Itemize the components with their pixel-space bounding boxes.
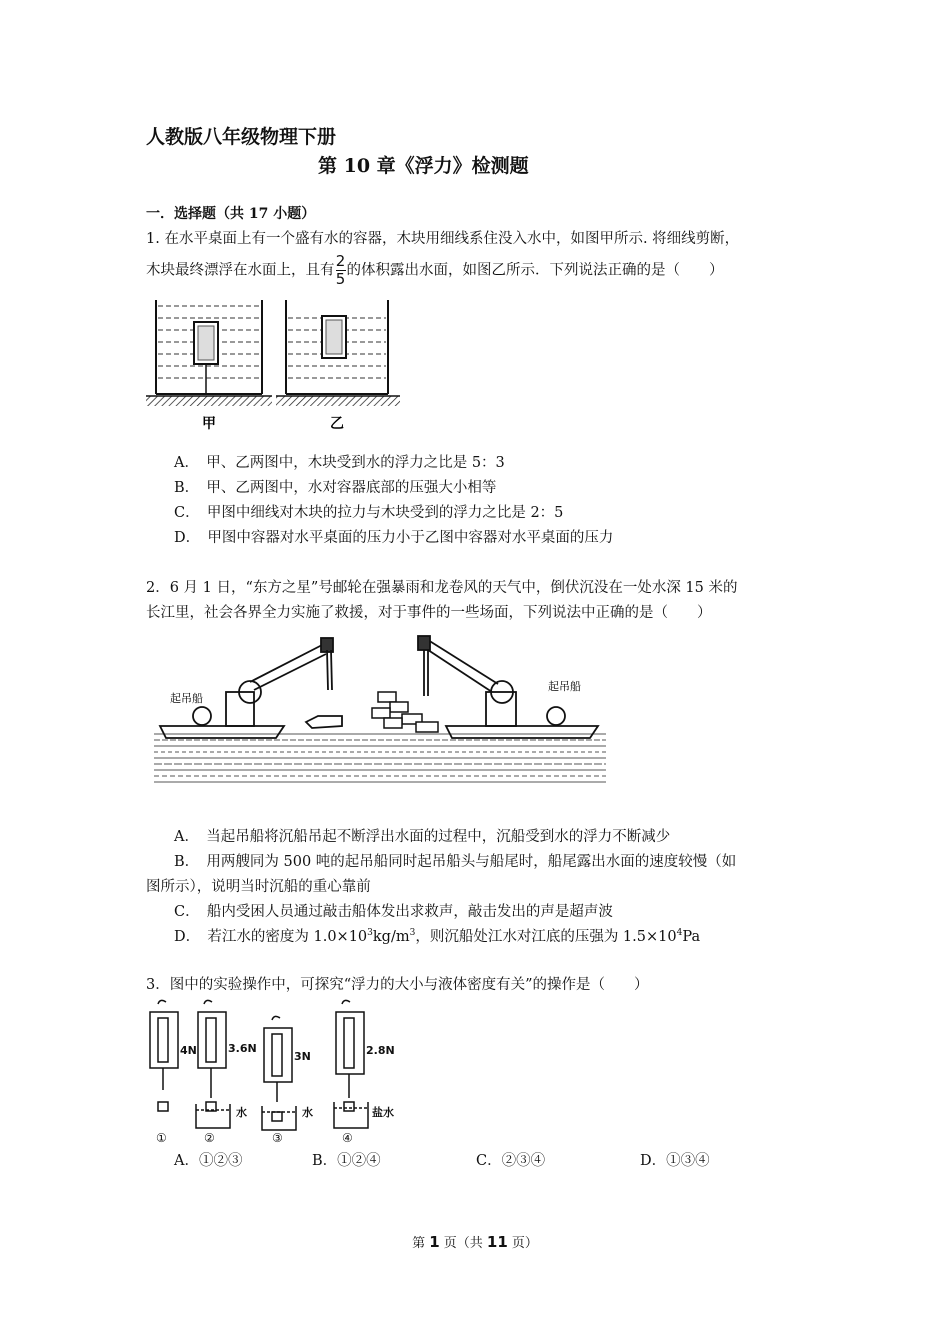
footer-mid: 页（共 [439, 1236, 487, 1251]
q3-option-b: B．①②④ [312, 1153, 381, 1169]
liquid-2: 水 [236, 1106, 247, 1119]
reading-2: 3.6N [228, 1042, 257, 1055]
q2-option-c: C． 船内受困人员通过敲击船体发出求救声，敲击发出的声是超声波 [174, 904, 613, 920]
q1-line1: 1. 在水平桌面上有一个盛有水的容器，木块用细线系住没入水中，如图甲所示. 将细线剪断， [146, 231, 740, 247]
marker-4: ④ [342, 1131, 353, 1144]
q2-d-exp3: 4 [676, 928, 683, 939]
total-pages: 11 [486, 1233, 508, 1251]
q2-line2: 长江里，社会各界全力实施了救援，对于事件的一些场面，下列说法中正确的是（ ） [146, 605, 712, 621]
q2-d-post: Pa [682, 929, 701, 945]
reading-3: 3N [294, 1050, 311, 1063]
spring-scale-1 [150, 1000, 178, 1111]
spring-scale-3 [262, 1016, 296, 1130]
q2-crane-figure [146, 630, 616, 810]
container-yi [276, 300, 400, 406]
liquid-4: 盐水 [372, 1106, 394, 1119]
q1-line2 [146, 254, 724, 287]
q3-option-a: A．①②③ [174, 1153, 243, 1169]
reading-1: 4N [180, 1044, 197, 1057]
q2-d-pre: D． 若江水的密度为 1.0×10 [174, 929, 368, 945]
reading-4: 2.8N [366, 1044, 395, 1057]
q1-line2-post: 的体积露出水面，如图乙所示．下列说法正确的是（ ） [346, 262, 724, 279]
label-jia: 甲 [202, 416, 216, 432]
q2-d-mid2: ，则沉船处江水对江底的压强为 1.5×10 [415, 929, 677, 945]
marker-2: ② [204, 1131, 215, 1144]
q2-d-mid: kg/m [372, 929, 410, 945]
crane-label-right: 起吊船 [548, 680, 581, 693]
q2-option-d [174, 925, 700, 946]
q2-option-b-line1: B． 用两艘同为 500 吨的起吊船同时起吊船头与船尾时，船尾露出水面的速度较慢（如 [174, 854, 737, 870]
q3-line1: 3．图中的实验操作中，可探究“浮力的大小与液体密度有关”的操作是（ ） [146, 977, 649, 993]
q1-option-a: A． 甲、乙两图中，木块受到水的浮力之比是 5：3 [174, 455, 505, 471]
q1-option-d: D． 甲图中容器对水平桌面的压力小于乙图中容器对水平桌面的压力 [174, 530, 614, 546]
fraction-two-fifths [336, 254, 346, 287]
sunk-ship [372, 692, 438, 732]
section-title: 一．选择题（共 17 小题） [146, 206, 316, 222]
q2-d-exp2: 3 [409, 928, 416, 939]
page-footer [0, 1232, 950, 1251]
liquid-3: 水 [302, 1106, 313, 1119]
q2-line1: 2．6 月 1 日，“东方之星”号邮轮在强暴雨和龙卷风的天气中，倒伏沉没在一处水深 15 米的 [146, 580, 738, 596]
q3-options [0, 1149, 950, 1171]
q1-figure [144, 296, 404, 434]
crane-label-left: 起吊船 [170, 692, 203, 705]
label-yi: 乙 [330, 416, 344, 432]
doc-title: 人教版八年级物理下册 [146, 126, 337, 148]
chapter-title: 第 10 章《浮力》检测题 [318, 155, 529, 177]
marker-3: ③ [272, 1131, 283, 1144]
q1-line2-pre: 木块最终漂浮在水面上，且有 [146, 262, 335, 279]
container-jia [146, 300, 272, 406]
page-number: 1 [429, 1233, 440, 1251]
left-crane-ship [160, 638, 342, 738]
footer-pre: 第 [412, 1236, 430, 1251]
footer-post: 页） [507, 1236, 538, 1251]
spring-scale-4 [334, 1000, 368, 1128]
q3-option-c: C．②③④ [476, 1153, 546, 1169]
q1-option-b: B． 甲、乙两图中，水对容器底部的压强大小相等 [174, 480, 497, 496]
q3-option-d: D．①③④ [640, 1153, 710, 1169]
q3-figure [144, 998, 404, 1144]
spring-scale-2 [196, 1000, 230, 1128]
q2-d-exp1: 3 [367, 928, 373, 939]
frac-denominator: 5 [335, 270, 346, 288]
marker-1: ① [156, 1131, 167, 1144]
q2-option-b-line2: 图所示），说明当时沉船的重心靠前 [146, 879, 371, 895]
frac-numerator: 2 [335, 252, 346, 270]
q1-option-c: C． 甲图中细线对木块的拉力与木块受到的浮力之比是 2：5 [174, 505, 564, 521]
q2-option-a: A． 当起吊船将沉船吊起不断浮出水面的过程中，沉船受到水的浮力不断减少 [174, 829, 671, 845]
